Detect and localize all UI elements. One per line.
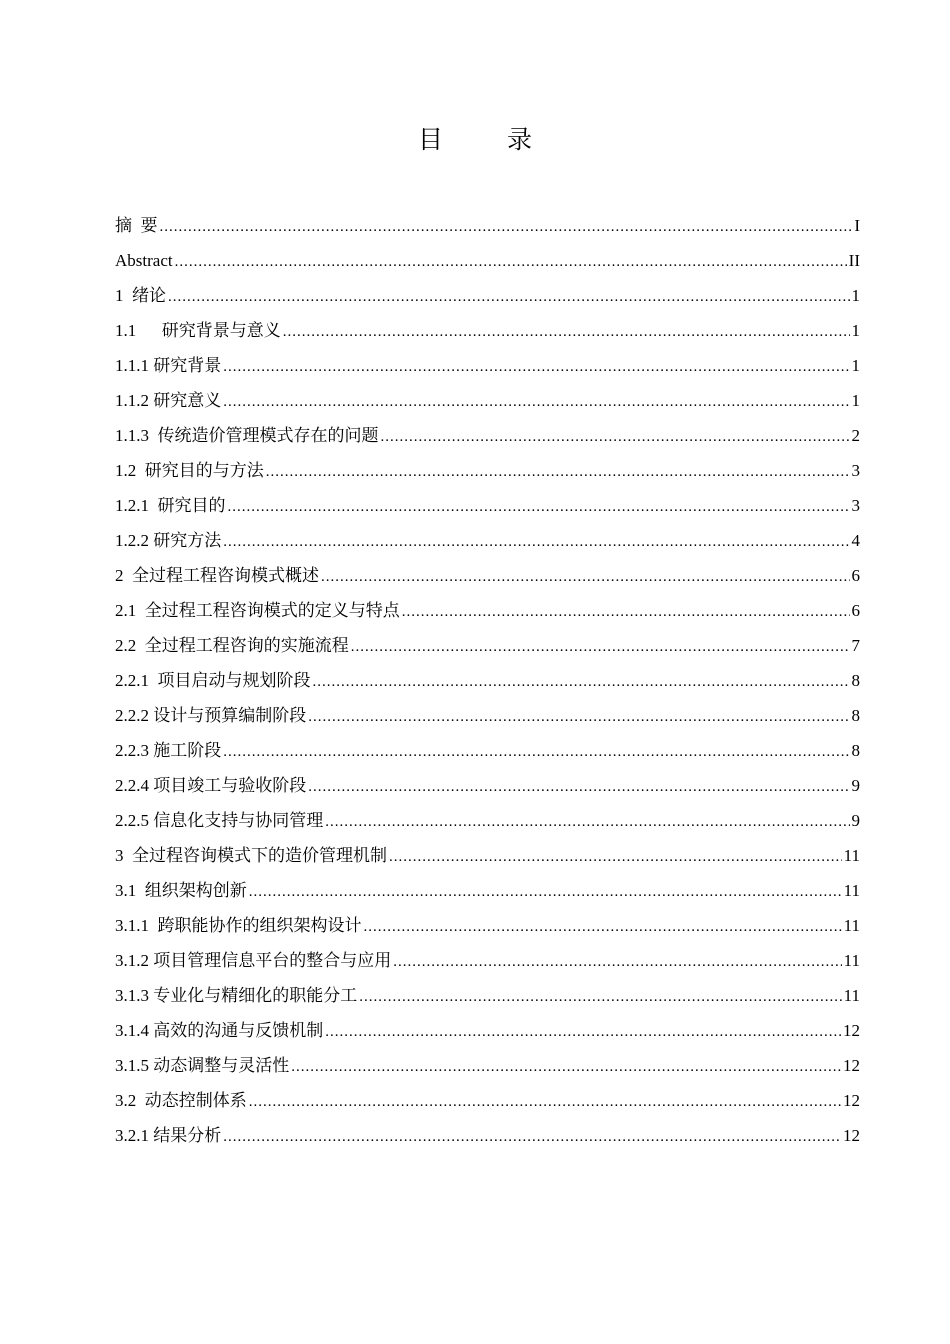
toc-entry-label: 3.1.5 动态调整与灵活性 bbox=[115, 1056, 290, 1075]
dot-leader bbox=[325, 1017, 841, 1047]
dot-leader bbox=[249, 1087, 841, 1117]
dot-leader bbox=[266, 457, 850, 487]
toc-entry-label: 摘 要 bbox=[115, 216, 158, 235]
dot-leader bbox=[168, 282, 850, 312]
dot-leader bbox=[223, 387, 849, 417]
toc-entry-page-number: 9 bbox=[851, 776, 860, 795]
toc-entry-page-number: 11 bbox=[843, 846, 860, 865]
toc-entry[interactable] bbox=[115, 526, 860, 561]
toc-entry[interactable] bbox=[115, 841, 860, 876]
toc-entry-page-number: 1 bbox=[851, 356, 860, 375]
toc-entry[interactable] bbox=[115, 351, 860, 386]
toc-entry[interactable] bbox=[115, 666, 860, 701]
toc-entry-page-number: 8 bbox=[851, 671, 860, 690]
dot-leader bbox=[321, 562, 850, 592]
toc-entry-page-number: 11 bbox=[843, 951, 860, 970]
toc-entry-page-number: 7 bbox=[851, 636, 860, 655]
toc-entry-page-number: 12 bbox=[843, 1056, 860, 1075]
dot-leader bbox=[364, 912, 842, 942]
dot-leader bbox=[402, 597, 850, 627]
toc-entry-label: 1.1.3 传统造价管理模式存在的问题 bbox=[115, 426, 379, 445]
dot-leader bbox=[249, 877, 842, 907]
dot-leader bbox=[308, 702, 849, 732]
toc-entry[interactable] bbox=[115, 1086, 860, 1121]
toc-entry-label: 2.2.2 设计与预算编制阶段 bbox=[115, 706, 307, 725]
toc-entry-page-number: 12 bbox=[843, 1091, 860, 1110]
toc-entry[interactable] bbox=[115, 1016, 860, 1051]
toc-entry-page-number: I bbox=[854, 216, 860, 235]
toc-entry[interactable] bbox=[115, 1051, 860, 1086]
toc-entry[interactable] bbox=[115, 561, 860, 596]
toc-entry-page-number: 8 bbox=[851, 706, 860, 725]
toc-entry-label: Abstract bbox=[115, 251, 173, 270]
toc-entry[interactable] bbox=[115, 1121, 860, 1156]
toc-entry[interactable] bbox=[115, 456, 860, 491]
toc-entry-page-number: II bbox=[848, 251, 860, 270]
toc-entry-label: 3 全过程咨询模式下的造价管理机制 bbox=[115, 846, 387, 865]
toc-title: 目 录 bbox=[418, 125, 560, 154]
toc-entry[interactable] bbox=[115, 876, 860, 911]
toc-entry[interactable] bbox=[115, 246, 860, 281]
toc-entry-page-number: 1 bbox=[851, 286, 860, 305]
toc-entry[interactable] bbox=[115, 491, 860, 526]
toc-entry-page-number: 2 bbox=[851, 426, 860, 445]
dot-leader bbox=[393, 947, 841, 977]
toc-entry-label: 3.1.2 项目管理信息平台的整合与应用 bbox=[115, 951, 392, 970]
toc-entry[interactable] bbox=[115, 596, 860, 631]
toc-entry-label: 2.2.5 信息化支持与协同管理 bbox=[115, 811, 324, 830]
toc-entry-page-number: 6 bbox=[851, 566, 860, 585]
toc-entry-label: 3.2 动态控制体系 bbox=[115, 1091, 247, 1110]
dot-leader bbox=[389, 842, 842, 872]
toc-entry-page-number: 12 bbox=[843, 1126, 860, 1145]
toc-entry-page-number: 6 bbox=[851, 601, 860, 620]
toc-entry-label: 1 绪论 bbox=[115, 286, 166, 305]
toc-entry-label: 3.1.1 跨职能协作的组织架构设计 bbox=[115, 916, 362, 935]
toc-entry-label: 1.2.2 研究方法 bbox=[115, 531, 222, 550]
toc-entry-label: 3.1.4 高效的沟通与反馈机制 bbox=[115, 1021, 324, 1040]
toc-entry-label: 2.2.4 项目竣工与验收阶段 bbox=[115, 776, 307, 795]
dot-leader bbox=[325, 807, 849, 837]
toc-entry-page-number: 1 bbox=[851, 321, 860, 340]
toc-entry-label: 2.2.3 施工阶段 bbox=[115, 741, 222, 760]
toc-entry-label: 1.2.1 研究目的 bbox=[115, 496, 226, 515]
toc-entry-label: 1.2 研究目的与方法 bbox=[115, 461, 264, 480]
toc-entry[interactable] bbox=[115, 911, 860, 946]
dot-leader bbox=[160, 212, 853, 242]
dot-leader bbox=[175, 247, 847, 277]
toc-entry-page-number: 12 bbox=[843, 1021, 860, 1040]
dot-leader bbox=[381, 422, 850, 452]
toc-entry[interactable] bbox=[115, 386, 860, 421]
toc-entry[interactable] bbox=[115, 946, 860, 981]
dot-leader bbox=[283, 317, 850, 347]
toc-entry[interactable] bbox=[115, 736, 860, 771]
toc-entry[interactable] bbox=[115, 701, 860, 736]
toc-entry[interactable] bbox=[115, 421, 860, 456]
toc-entry-label: 1.1.1 研究背景 bbox=[115, 356, 222, 375]
dot-leader bbox=[223, 527, 849, 557]
toc-entry[interactable] bbox=[115, 771, 860, 806]
dot-leader bbox=[291, 1052, 841, 1082]
toc-entry[interactable] bbox=[115, 981, 860, 1016]
toc-entry-label: 2.2.1 项目启动与规划阶段 bbox=[115, 671, 311, 690]
dot-leader bbox=[359, 982, 841, 1012]
toc-entry-label: 3.2.1 结果分析 bbox=[115, 1126, 222, 1145]
dot-leader bbox=[308, 772, 849, 802]
toc-entry-label: 1.1 研究背景与意义 bbox=[115, 321, 281, 340]
toc-entry-page-number: 3 bbox=[851, 461, 860, 480]
toc-list bbox=[115, 211, 860, 1156]
toc-entry[interactable] bbox=[115, 631, 860, 666]
toc-entry-page-number: 3 bbox=[851, 496, 860, 515]
toc-entry-label: 2 全过程工程咨询模式概述 bbox=[115, 566, 319, 585]
toc-entry-label: 1.1.2 研究意义 bbox=[115, 391, 222, 410]
toc-entry-label: 2.1 全过程工程咨询模式的定义与特点 bbox=[115, 601, 400, 620]
toc-entry[interactable] bbox=[115, 211, 860, 246]
toc-entry-page-number: 11 bbox=[843, 881, 860, 900]
dot-leader bbox=[351, 632, 850, 662]
toc-entry[interactable] bbox=[115, 316, 860, 351]
toc-entry-page-number: 1 bbox=[851, 391, 860, 410]
dot-leader bbox=[223, 352, 849, 382]
toc-entry-page-number: 8 bbox=[851, 741, 860, 760]
toc-entry[interactable] bbox=[115, 806, 860, 841]
dot-leader bbox=[228, 492, 850, 522]
dot-leader bbox=[313, 667, 850, 697]
toc-entry-page-number: 4 bbox=[851, 531, 860, 550]
toc-entry-page-number: 11 bbox=[843, 986, 860, 1005]
toc-entry-page-number: 11 bbox=[843, 916, 860, 935]
toc-entry-label: 2.2 全过程工程咨询的实施流程 bbox=[115, 636, 349, 655]
toc-entry-label: 3.1.3 专业化与精细化的职能分工 bbox=[115, 986, 358, 1005]
dot-leader bbox=[223, 1122, 841, 1152]
toc-entry-page-number: 9 bbox=[851, 811, 860, 830]
toc-entry-label: 3.1 组织架构创新 bbox=[115, 881, 247, 900]
dot-leader bbox=[223, 737, 849, 767]
toc-entry[interactable] bbox=[115, 281, 860, 316]
